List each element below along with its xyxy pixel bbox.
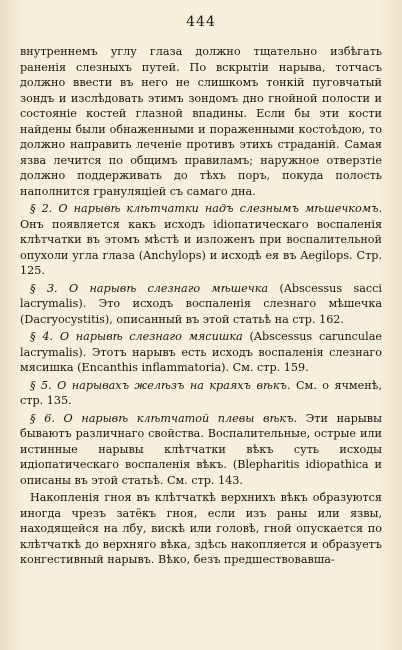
paragraph: Накопленія гноя въ клѣтчаткѣ верхнихъ вѣкъ образуются иногда чрезъ затёкъ гноя, если изъ раны или язвы, находящейся на лбу, вискѣ или головѣ, гной опускается по клѣтчаткѣ до верхняго вѣка, здѣсь накопляется и образуетъ конгестивный нарывъ. Вѣко, безъ предшествовавша- [20, 491, 382, 566]
body-text [20, 44, 382, 568]
paragraph-continuation: внутреннемъ углу глаза должно тщательно избѣгать раненія слезныхъ путей. По вскрытіи нарыва, тотчасъ должно ввести въ него не слишкомъ тонкій пуговчатый зондъ и изслѣдовать этимъ зондомъ дно гнойной полости и состояніе костей глазной впадины. Если бы эти кости найдены были обнаженными и пораженными костоѣдою, то должно направить леченіе противъ этихъ страданій. Самая язва лечится по общимъ правиламъ; наружное отверзтіе должно поддерживать до тѣхъ поръ, покуда полость наполнится грануляціей съ самаго дна. [20, 45, 382, 198]
section-text: См. о ячменѣ, стр. 135. [20, 378, 382, 407]
section-heading: § 5. О нарывахъ желѣзъ на краяхъ вѣкъ. [30, 378, 291, 392]
page-number: 444 [186, 14, 216, 30]
section-3 [20, 281, 382, 328]
section-heading: § 6. О нарывѣ клѣтчатой плевы вѣкъ. [30, 411, 298, 425]
section-5 [20, 378, 382, 409]
section-text: Эти нарывы бываютъ различнаго свойства. Воспалительные, острые или истинные нарывы клѣтчатки вѣкъ суть исходы идіопатическаго воспаленія вѣкъ. (Blepharitis idiopathica и описаны въ этой статьѣ. См. стр. 143. [20, 411, 382, 487]
section-4 [20, 329, 382, 376]
section-text: (Abscessus carunculae lacrymalis). Этотъ нарывъ есть исходъ воспаленія слезнаго мясишка (Encanthis inflammatoria). См. стр. 159. [20, 330, 382, 374]
section-heading: § 3. О нарывѣ слезнаго мѣшечка [30, 281, 269, 295]
section-text: Онъ появляется какъ исходъ idіопатическаго воспаленія клѣтчатки въ этомъ мѣстѣ и изложенъ при воспалительной опухоли угла глаза (Anchylops) и исходѣ ея въ Aegilops. Стр. 125. [20, 217, 382, 277]
section-text: (Abscessus sacci lacrymalis). Это исходъ воспаленія слезнаго мѣшечка (Dacryocystitis), описанный въ этой статьѣ на стр. 162. [20, 281, 382, 326]
section-6 [20, 411, 382, 489]
section-2 [20, 201, 382, 279]
section-heading: § 4. О нарывѣ слезнаго мясишка [30, 330, 243, 343]
section-heading: § 2. О нарывѣ клѣтчатки надъ слезнымъ мѣшечкомъ. [30, 202, 382, 215]
